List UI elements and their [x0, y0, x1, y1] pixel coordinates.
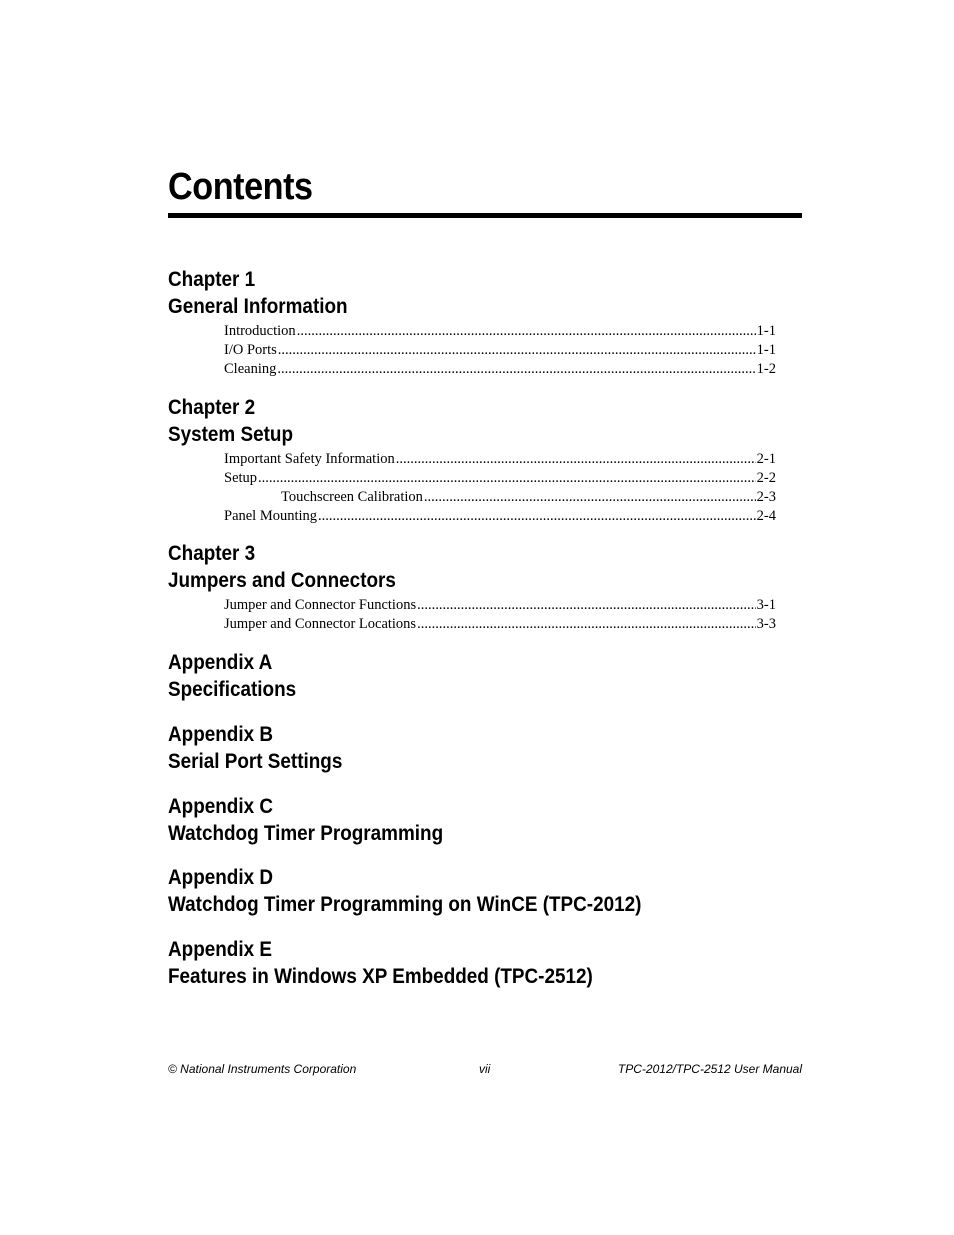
entry-text: Jumper and Connector Locations [224, 616, 417, 632]
entry-page: 2-4 [756, 508, 776, 524]
section-title[interactable]: Watchdog Timer Programming [168, 822, 444, 845]
entry-text: Touchscreen Calibration [281, 489, 423, 505]
footer-manual-title: TPC-2012/TPC-2512 User Manual [617, 1062, 802, 1076]
toc-entry[interactable] [168, 596, 776, 615]
entry-text: Introduction [224, 323, 296, 339]
section-title[interactable]: Serial Port Settings [168, 750, 343, 773]
section-label: Appendix E [168, 938, 272, 961]
entry-text: Panel Mounting [224, 508, 318, 524]
footer-copyright: © National Instruments Corporation [168, 1062, 357, 1076]
toc-entry[interactable] [168, 322, 776, 341]
page-footer [168, 1062, 802, 1080]
toc-section-appendix-a [168, 649, 776, 703]
entry-page: 3-1 [756, 597, 776, 613]
dot-leader [258, 469, 756, 488]
toc-entry[interactable] [168, 360, 776, 379]
entry-text: Important Safety Information [224, 451, 395, 467]
dot-leader [396, 450, 756, 469]
toc-entry[interactable] [168, 507, 776, 526]
section-title[interactable]: Specifications [168, 678, 297, 701]
page-title: Contents [168, 166, 313, 208]
footer-page-number: vii [479, 1062, 491, 1076]
entry-page: 2-2 [756, 470, 776, 486]
entry-page: 3-3 [756, 616, 776, 632]
section-label: Chapter 3 [168, 542, 256, 565]
entry-page: 1-1 [756, 323, 776, 339]
section-title[interactable]: Jumpers and Connectors [168, 569, 396, 592]
entry-text: I/O Ports [224, 342, 277, 358]
section-label: Appendix C [168, 795, 274, 818]
toc-section-chapter-2 [168, 394, 776, 526]
dot-leader [277, 360, 755, 379]
dot-leader [417, 596, 756, 615]
section-title[interactable]: System Setup [168, 423, 294, 446]
section-title[interactable]: Watchdog Timer Programming on WinCE (TPC-2012) [168, 893, 642, 916]
section-label: Appendix A [168, 651, 273, 674]
toc-entry[interactable] [168, 450, 776, 469]
entry-text: Setup [224, 470, 258, 486]
section-title[interactable]: General Information [168, 295, 348, 318]
dot-leader [297, 322, 756, 341]
section-label: Appendix D [168, 866, 274, 889]
entry-text: Cleaning [224, 361, 277, 377]
toc-section-chapter-1 [168, 266, 776, 379]
entry-page: 2-1 [756, 451, 776, 467]
toc-entry[interactable] [168, 341, 776, 360]
toc-section-chapter-3 [168, 540, 776, 634]
section-title[interactable]: Features in Windows XP Embedded (TPC-2512) [168, 965, 593, 988]
dot-leader [318, 507, 756, 526]
section-label: Chapter 2 [168, 396, 256, 419]
toc-section-appendix-e [168, 936, 776, 990]
dot-leader [424, 488, 756, 507]
toc-entry[interactable] [168, 615, 776, 634]
entry-text: Jumper and Connector Functions [224, 597, 417, 613]
toc-entry[interactable] [168, 469, 776, 488]
toc-section-appendix-c [168, 793, 776, 847]
toc-section-appendix-b [168, 721, 776, 775]
toc-entry[interactable] [168, 488, 776, 507]
dot-leader [278, 341, 756, 360]
entry-page: 1-2 [756, 361, 776, 377]
section-label: Chapter 1 [168, 268, 256, 291]
entry-page: 1-1 [756, 342, 776, 358]
entry-page: 2-3 [756, 489, 776, 505]
toc-section-appendix-d [168, 864, 776, 918]
section-label: Appendix B [168, 723, 274, 746]
dot-leader [417, 615, 756, 634]
title-rule [168, 213, 802, 218]
